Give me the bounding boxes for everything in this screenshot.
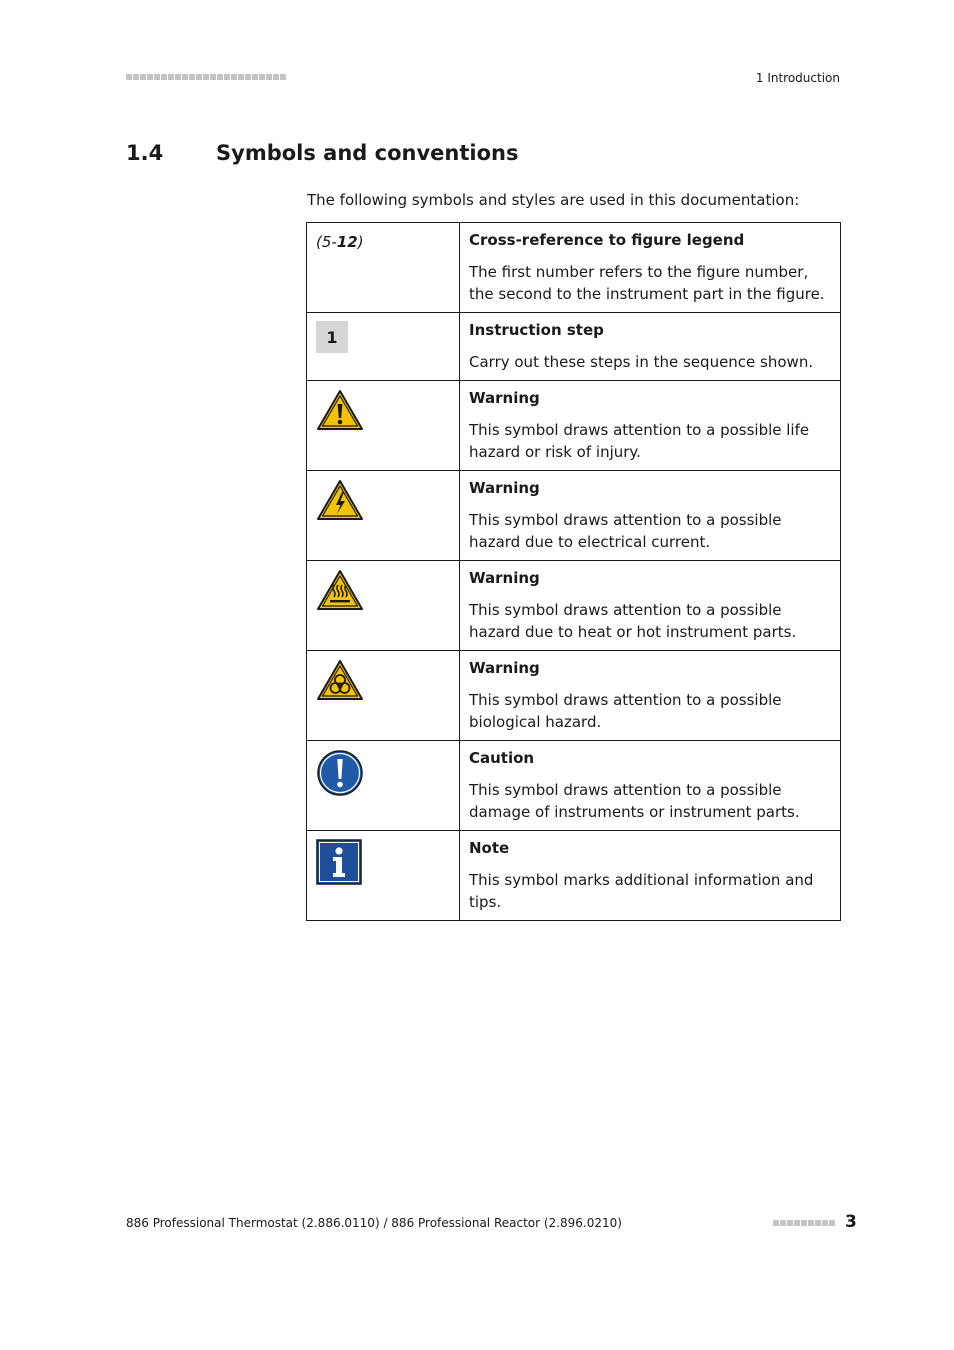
table-row [307,831,841,921]
symbol-cell [307,313,460,381]
row-description: This symbol draws attention to a possible damage of instruments or instrument parts. [469,781,800,821]
row-title: Warning [469,389,540,407]
footer-product: 886 Professional Thermostat (2.886.0110) / 886 Professional Reactor (2.896.0210) [126,1216,622,1230]
cross-reference-example: (5-12) [316,233,364,251]
page-number: 3 [845,1212,857,1232]
description-cell [460,741,841,831]
description-cell [460,381,841,471]
table-row [307,313,841,381]
general-warning-icon [316,389,450,431]
description-cell [460,223,841,313]
row-title: Warning [469,659,540,677]
row-title: Note [469,839,510,857]
instruction-step-box: 1 [316,321,348,353]
row-description: The first number refers to the figure number, the second to the instrument part in the figure. [469,263,825,303]
symbol-cell [307,831,460,921]
symbol-cell [307,561,460,651]
row-description: This symbol marks additional information and tips. [469,871,814,911]
table-row [307,561,841,651]
row-title: Warning [469,479,540,497]
symbol-cell [307,741,460,831]
symbol-cell [307,471,460,561]
intro-text: The following symbols and styles are used in this documentation: [307,191,800,209]
table-row [307,223,841,313]
electrical-hazard-icon [316,479,450,521]
symbol-cell [307,223,460,313]
table-row [307,651,841,741]
section-number: 1.4 [126,141,164,165]
header-chapter: 1 Introduction [755,71,840,85]
caution-icon [316,749,450,797]
description-cell [460,651,841,741]
biohazard-icon [316,659,450,701]
symbol-cell [307,651,460,741]
row-description: Carry out these steps in the sequence shown. [469,353,814,371]
symbols-table [306,222,841,921]
description-cell [460,471,841,561]
table-row [307,471,841,561]
row-title: Cross-reference to figure legend [469,231,745,249]
header-decoration [126,74,286,80]
footer-decoration [773,1220,835,1226]
symbol-cell [307,381,460,471]
description-cell [460,313,841,381]
row-description: This symbol draws attention to a possible biological hazard. [469,691,782,731]
info-icon [316,839,450,885]
row-title: Instruction step [469,321,604,339]
description-cell [460,831,841,921]
description-cell [460,561,841,651]
section-title: Symbols and conventions [216,141,519,165]
row-description: This symbol draws attention to a possible hazard due to electrical current. [469,511,782,551]
hot-surface-icon [316,569,450,611]
row-description: This symbol draws attention to a possible life hazard or risk of injury. [469,421,810,461]
table-row [307,381,841,471]
row-title: Warning [469,569,540,587]
row-description: This symbol draws attention to a possible hazard due to heat or hot instrument parts. [469,601,797,641]
row-title: Caution [469,749,535,767]
table-row [307,741,841,831]
